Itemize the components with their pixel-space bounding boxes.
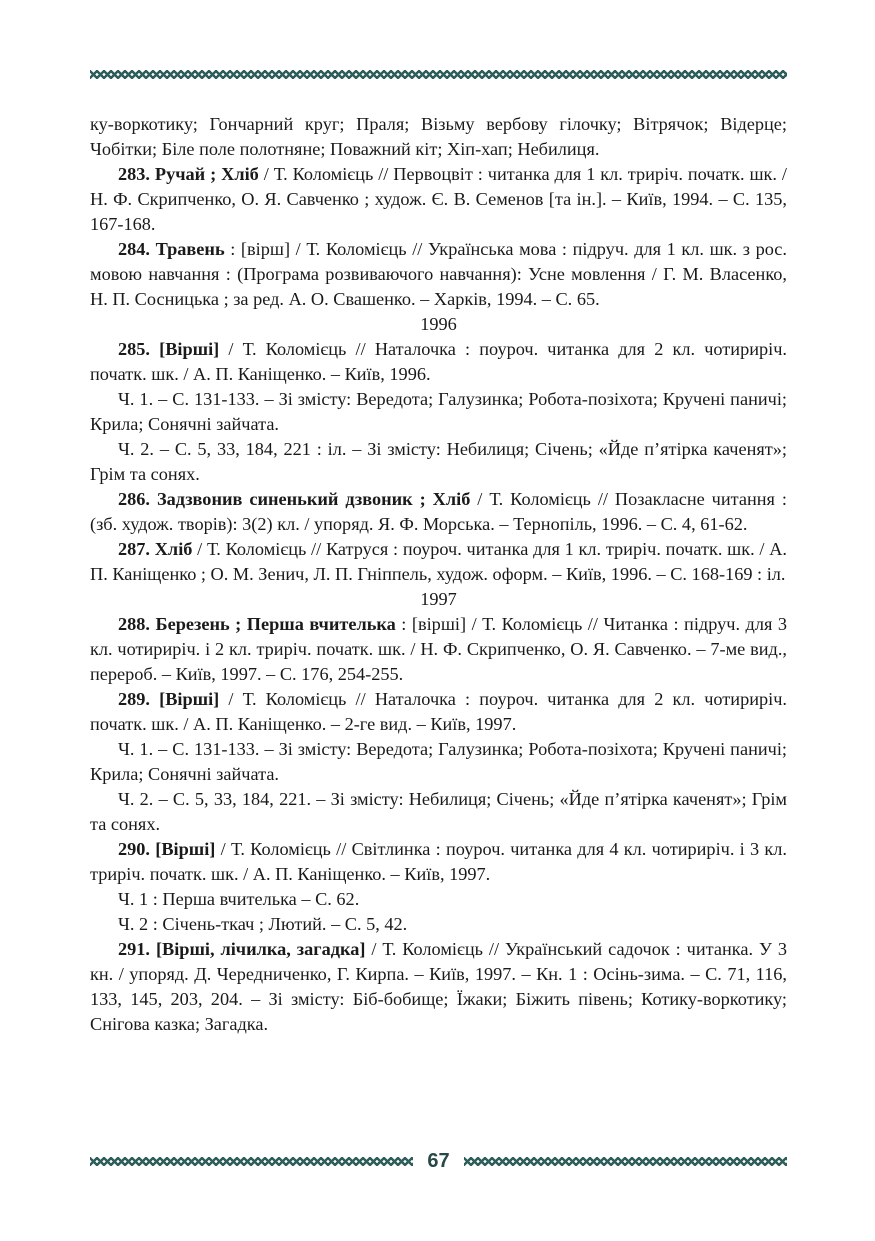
- entry-289: [90, 687, 787, 737]
- entry-text: / Т. Коломієць // Катруся : поуроч. читанка для 1 кл. триріч. початк. шк. / А. П. Каніщенко ; О. М. Зенич, Л. П. Гніппель, худож. оформ. – Київ, 1996. – С. 168-169 : іл.: [90, 539, 787, 584]
- entry-285: [90, 337, 787, 387]
- entry-title: [Вірші, лічилка, загадка]: [155, 939, 366, 959]
- entry-title: Хліб: [154, 539, 193, 559]
- entry-289-part-1: Ч. 1. – С. 131-133. – Зі змісту: Вередота; Галузинка; Робота-позіхота; Кручені паничі; Крила; Сонячні зайчата.: [90, 739, 787, 784]
- entry-title: [Вірші]: [159, 689, 220, 709]
- continued-entry: ку-воркотику; Гончарний круг; Праля; Візьму вербову гілочку; Вітрячок; Відерце; Чобітки; Біле поле полотняне; Поважний кіт; Хіп-хап; Небилиця.: [90, 114, 787, 159]
- entry-text: / Т. Коломієць // Світлинка : поуроч. читанка для 4 кл. чотириріч. і 3 кл. триріч. початк. шк. / А. П. Каніщенко. – Київ, 1997.: [90, 839, 787, 884]
- entry-number: 290.: [118, 839, 150, 859]
- entry-number: 284.: [118, 239, 150, 259]
- entry-number: 289.: [118, 689, 150, 709]
- entry-289-part-2: Ч. 2. – С. 5, 33, 184, 221. – Зі змісту: Небилиця; Січень; «Йде п’ятірка каченят»; Грім та сонях.: [90, 789, 787, 834]
- entry-number: 291.: [118, 939, 150, 959]
- entry-number: 283.: [118, 164, 150, 184]
- entry-290-part-1: Ч. 1 : Перша вчителька – С. 62.: [118, 889, 360, 909]
- entry-285-part-1: Ч. 1. – С. 131-133. – Зі змісту: Вередота; Галузинка; Робота-позіхота; Кручені паничі; Крила; Сонячні зайчата.: [90, 389, 787, 434]
- entry-291: [90, 937, 787, 1037]
- entry-286: [90, 487, 787, 537]
- entry-text: / Т. Коломієць // Позакласне читання : (зб. худож. творів): 3(2) кл. / упоряд. Я. Ф. Морська. – Тернопіль, 1996. – С. 4, 61-62.: [90, 489, 787, 534]
- year-heading-1996: 1996: [420, 314, 457, 334]
- entry-title: Ручай ; Хліб: [154, 164, 259, 184]
- footer-ornament-left: [90, 1157, 413, 1166]
- entry-284: [90, 237, 787, 312]
- page-number: 67: [427, 1150, 450, 1172]
- year-heading-1997: 1997: [420, 589, 457, 609]
- entry-290-part-2: Ч. 2 : Січень-ткач ; Лютий. – С. 5, 42.: [118, 914, 408, 934]
- entry-title: Травень: [155, 239, 225, 259]
- entry-text: / Т. Коломієць // Український садочок : читанка. У 3 кн. / упоряд. Д. Чередниченко, Г. Кирпа. – Київ, 1997. – Кн. 1 : Осінь-зима. – С. 71, 116, 133, 145, 203, 204. – Зі змісту: Біб-бобище; Їжаки; Біжить півень; Котику-воркотику; Снігова казка; Загадка.: [90, 939, 787, 1034]
- entry-number: 287.: [118, 539, 150, 559]
- entry-text: : [вірш] / Т. Коломієць // Українська мова : підруч. для 1 кл. шк. з рос. мовою навчання : (Програма розвиваючого навчання): Усне мовлення / Г. М. Власенко, Н. П. Сосницька ; за ред. А. О. Свашенко. – Харків, 1994. – С. 65.: [90, 239, 787, 309]
- entry-text: / Т. Коломієць // Первоцвіт : читанка для 1 кл. триріч. початк. шк. / Н. Ф. Скрипченко, О. Я. Савченко ; худож. Є. В. Семенов [та ін.]. – Київ, 1994. – С. 135, 167-168.: [90, 164, 787, 234]
- entry-285-part-2: Ч. 2. – С. 5, 33, 184, 221 : іл. – Зі змісту: Небилиця; Січень; «Йде п’ятірка каченят»; Грім та сонях.: [90, 439, 787, 484]
- entry-290: [90, 837, 787, 887]
- entry-text: : [вірші] / Т. Коломієць // Читанка : підруч. для 3 кл. чотириріч. і 2 кл. триріч. початк. шк. / Н. Ф. Скрипченко, О. Я. Савченко. – 7-ме вид., перероб. – Київ, 1997. – С. 176, 254-255.: [90, 614, 787, 684]
- bibliography-text: [90, 112, 787, 1037]
- entry-number: 285.: [118, 339, 150, 359]
- footer-ornament-right: [464, 1157, 787, 1166]
- entry-283: [90, 162, 787, 237]
- entry-title: [Вірші]: [159, 339, 220, 359]
- entry-title: [Вірші]: [155, 839, 216, 859]
- entry-title: Задзвонив синенький дзвоник ; Хліб: [156, 489, 471, 509]
- entry-288: [90, 612, 787, 687]
- header-ornament: [90, 70, 787, 79]
- entry-287: [90, 537, 787, 587]
- footer: [90, 1150, 787, 1172]
- entry-title: Березень ; Перша вчителька: [155, 614, 396, 634]
- entry-number: 288.: [118, 614, 150, 634]
- entry-text: / Т. Коломієць // Наталочка : поуроч. читанка для 2 кл. чотириріч. початк. шк. / А. П. Каніщенко. – Київ, 1996.: [90, 339, 787, 384]
- entry-number: 286.: [118, 489, 150, 509]
- entry-text: / Т. Коломієць // Наталочка : поуроч. читанка для 2 кл. чотириріч. початк. шк. / А. П. Каніщенко. – 2-ге вид. – Київ, 1997.: [90, 689, 787, 734]
